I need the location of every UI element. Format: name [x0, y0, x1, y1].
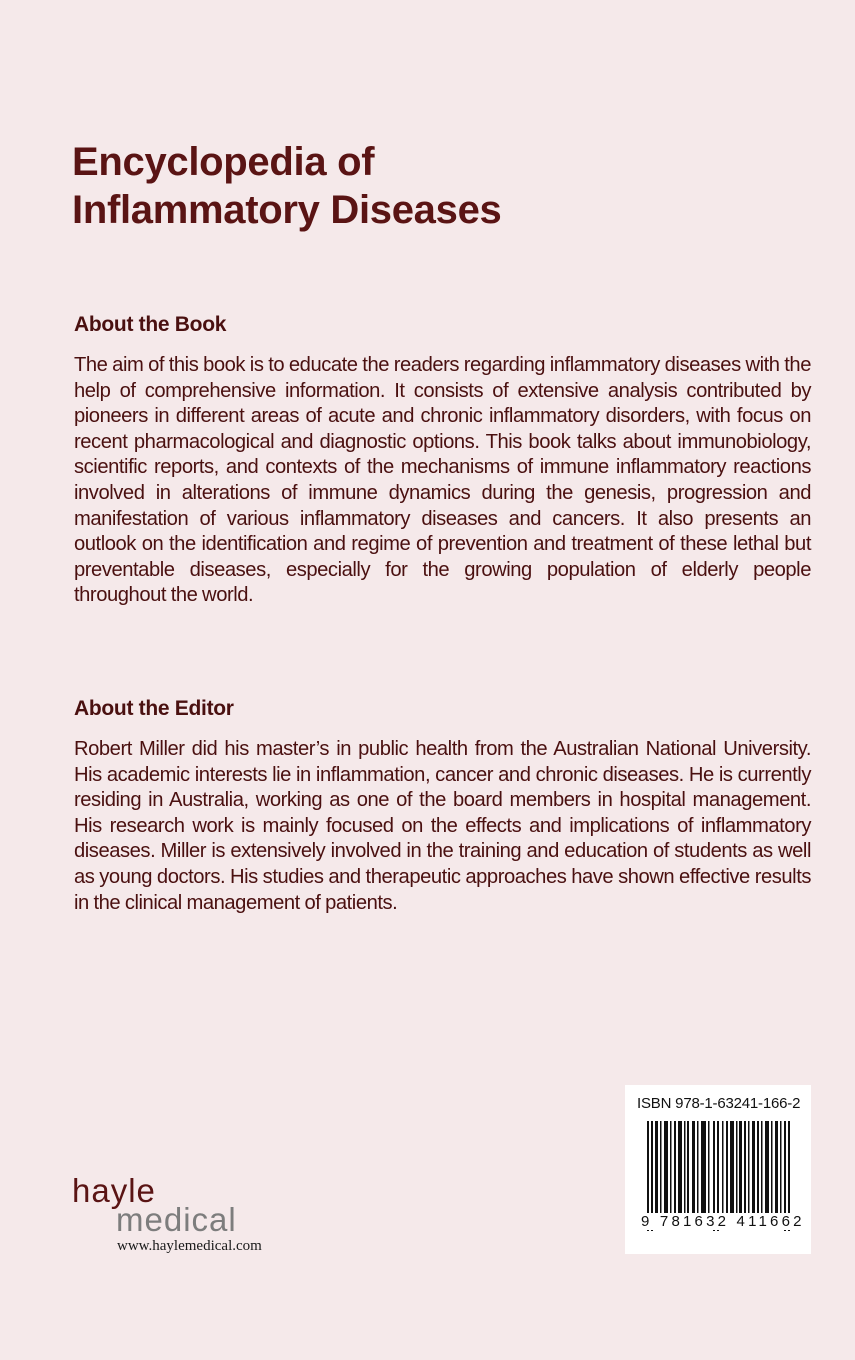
about-editor-text: Robert Miller did his master’s in public health from the Australian National University. His academic interests lie in inflammation, cancer and chronic diseases. He is currently residing in Australia, working as one of the board members in hospital management. His research work is mainly focused on the effects and implications of inflammatory diseases. Miller is extensively involved in the training and education of students as well as young doctors. His studies and therapeutic approaches have shown effective results in the clinical management of patients. [74, 738, 811, 914]
book-title [72, 138, 501, 234]
title-line-2: Inflammatory Diseases [72, 188, 502, 232]
logo-word-hayle: hayle [72, 1172, 156, 1209]
about-editor-heading: About the Editor [74, 697, 234, 720]
logo-word-medical: medical [116, 1201, 237, 1238]
title-line-1: Encyclopedia of [72, 140, 375, 184]
about-book-text: The aim of this book is to educate the readers regarding inflammatory diseases with the help of comprehensive information. It consists of extensive analysis contributed by pioneers in different areas of acute and chronic inflammatory disorders, with focus on recent pharmacological and diagnostic options. This book talks about immunobiology, scientific reports, and contexts of the mechanisms of immune inflammatory reactions involved in alterations of immune dynamics during the genesis, progression and manifestation of various inflammatory diseases and cancers. It also presents an outlook on the identification and regime of prevention and treatment of these lethal but preventable diseases, especially for the growing population of elderly people throughout the world. [74, 354, 811, 607]
about-book-heading: About the Book [74, 313, 227, 336]
barcode-digits: 9 781632 411662 [641, 1213, 805, 1230]
isbn-label: ISBN 978-1-63241-166-2 [637, 1095, 801, 1112]
publisher-logo [72, 1172, 292, 1255]
isbn-barcode-box [625, 1085, 811, 1254]
publisher-url: www.haylemedical.com [117, 1238, 262, 1254]
